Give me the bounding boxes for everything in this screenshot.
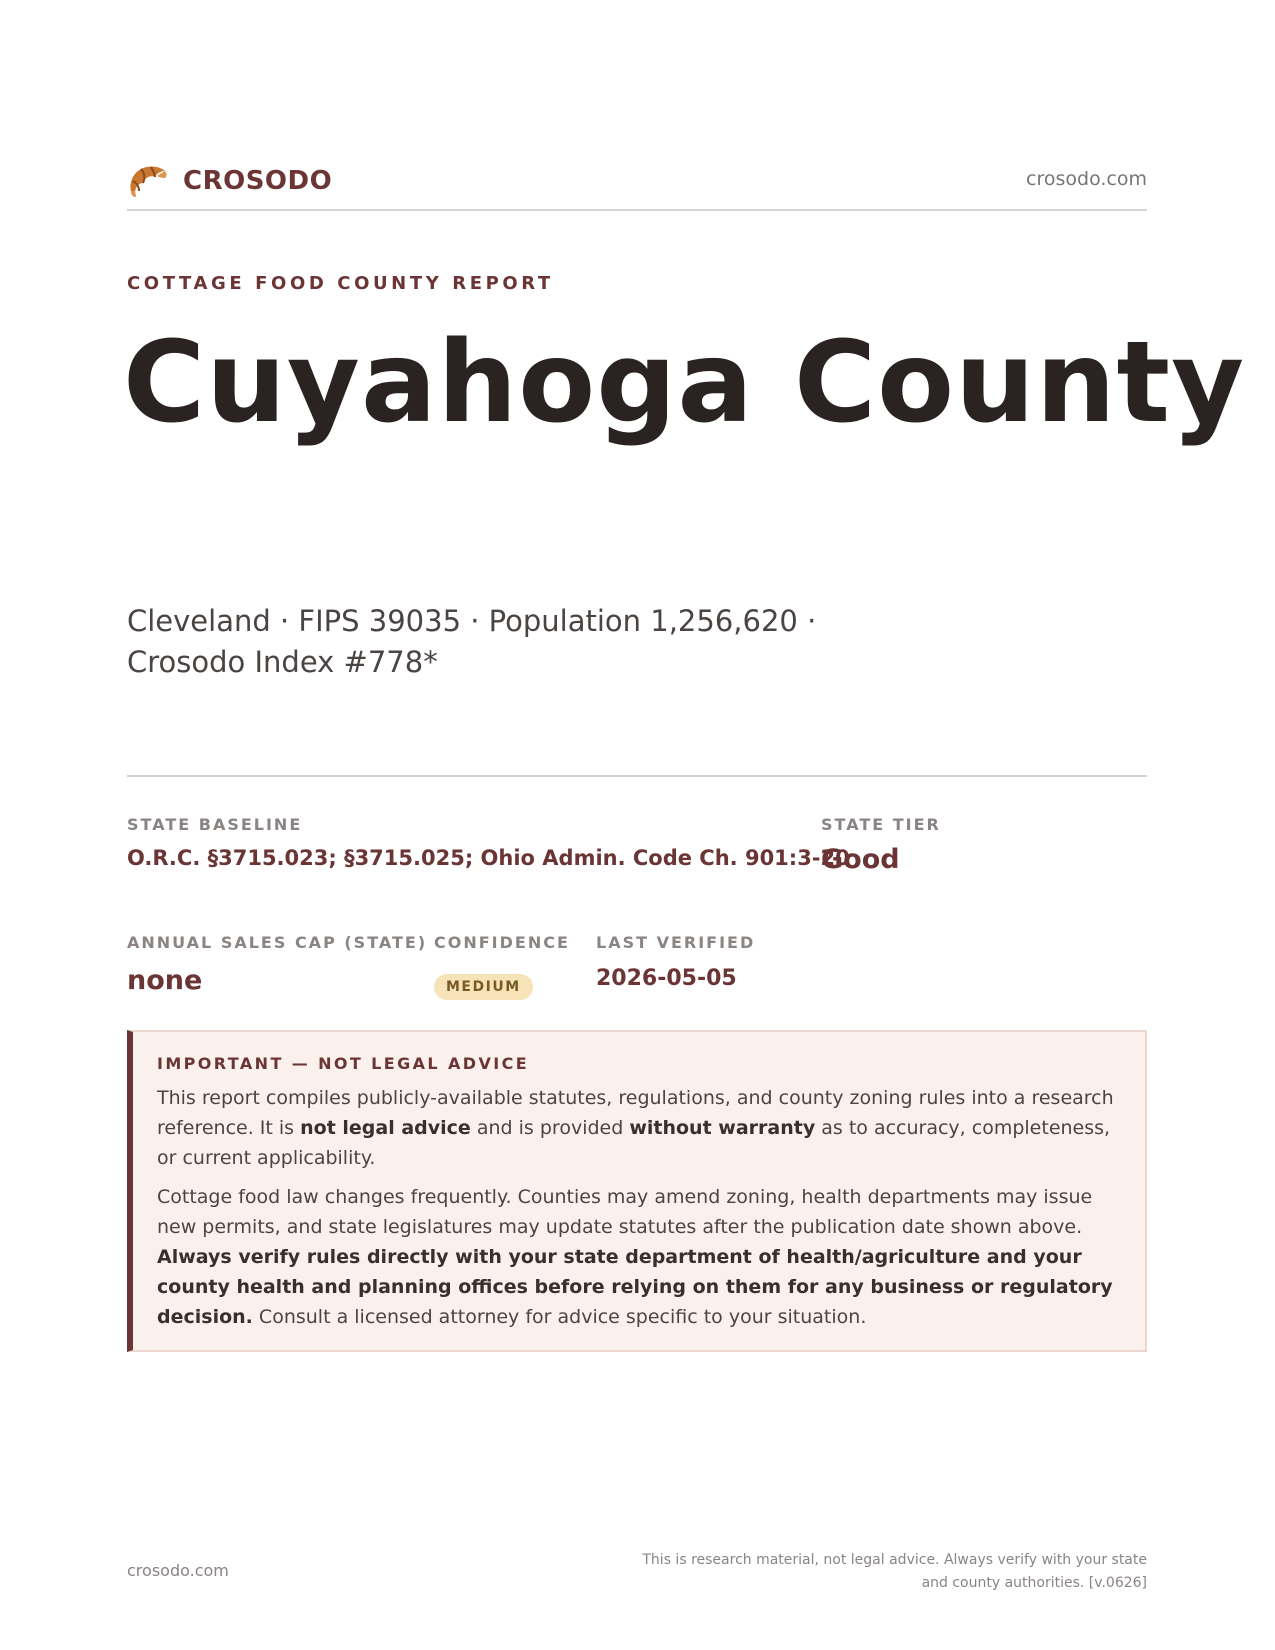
state-baseline-field <box>127 815 850 870</box>
brand[interactable] <box>127 161 332 201</box>
site-url-link[interactable]: crosodo.com <box>1026 168 1147 190</box>
confidence-badge: MEDIUM <box>434 974 533 1000</box>
legal-notice-heading: IMPORTANT — NOT LEGAL ADVICE <box>157 1054 530 1073</box>
report-eyebrow: COTTAGE FOOD COUNTY REPORT <box>127 273 554 294</box>
state-baseline-label: STATE BASELINE <box>127 815 303 834</box>
annual-sales-cap-value: none <box>127 965 203 996</box>
state-tier-value: Good <box>821 844 900 875</box>
annual-sales-cap-field <box>127 933 427 996</box>
croissant-icon <box>127 161 169 201</box>
section-divider <box>127 775 1147 777</box>
last-verified-field <box>596 933 755 991</box>
confidence-label: CONFIDENCE <box>434 933 570 952</box>
legal-notice <box>127 1030 1147 1352</box>
brand-name: CROSODO <box>183 166 333 196</box>
footer-url-link[interactable]: crosodo.com <box>127 1561 229 1580</box>
page-title: Cuyahoga County <box>123 318 1246 448</box>
report-subtitle: Cleveland · FIPS 39035 · Population 1,256,620 · Crosodo Index #778* <box>127 604 817 679</box>
last-verified-label: LAST VERIFIED <box>596 933 756 952</box>
confidence-field <box>434 933 570 1000</box>
footer-disclaimer: This is research material, not legal advice. Always verify with your state and county authorities. [v.0626] <box>642 1552 1147 1591</box>
last-verified-value: 2026-05-05 <box>596 966 737 991</box>
legal-notice-paragraph-2: Cottage food law changes frequently. Counties may amend zoning, health departments may issue new permits, and state legislatures may update statutes after the publication date shown above. Always verify rules directly with your state department of health/agriculture and your county health and planning offices before relying on them for any business or regulatory decision. Consult a licensed attorney for advice specific to your situation. <box>157 1186 1113 1328</box>
annual-sales-cap-label: ANNUAL SALES CAP (STATE) <box>127 933 428 952</box>
state-baseline-value: O.R.C. §3715.023; §3715.025; Ohio Admin. Code Ch. 901:3-20 <box>127 846 850 870</box>
state-tier-field <box>821 815 941 875</box>
page-header <box>127 157 1147 211</box>
state-tier-label: STATE TIER <box>821 815 941 834</box>
legal-notice-paragraph-1: This report compiles publicly-available statutes, regulations, and county zoning rules into a research reference. It is not legal advice and is provided without warranty as to accuracy, completeness, or current applicability. <box>157 1087 1114 1169</box>
